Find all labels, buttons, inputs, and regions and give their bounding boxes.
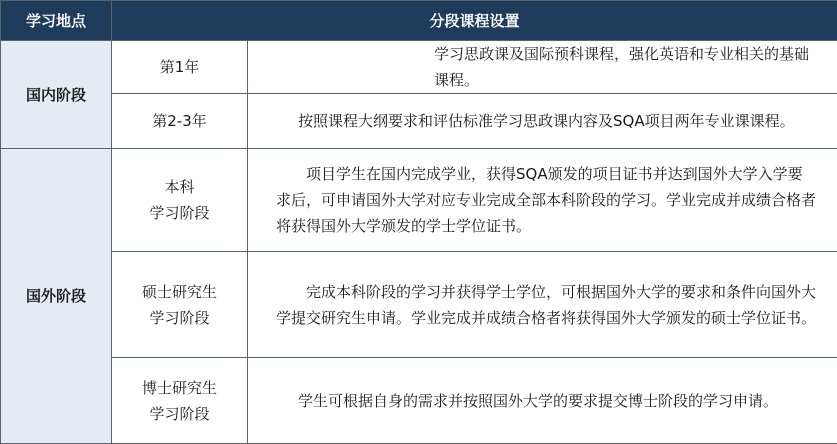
stage-abroad: 国外阶段 [1, 149, 112, 444]
period-line: 学习阶段 [112, 200, 247, 226]
period-line: 学习阶段 [112, 305, 247, 331]
description-text: 完成本科阶段的学习并获得学士学位，可根据国外大学的要求和条件向国外大学提交研究生申请。学业完成并成绩合格者将获得国外大学颁发的硕士学位证书。 [276, 279, 817, 331]
period-line: 本科 [112, 174, 247, 200]
description-cell [248, 252, 837, 358]
header-row [1, 1, 837, 41]
table-row [1, 94, 837, 149]
period-cell: 第2-3年 [112, 94, 248, 149]
table-row [1, 149, 837, 252]
description-cell: 学习思政课及国际预科课程，强化英语和专业相关的基础课程。 [248, 41, 837, 94]
table-row [1, 41, 837, 94]
table-row [1, 358, 837, 444]
period-cell [112, 358, 248, 444]
period-line: 硕士研究生 [112, 279, 247, 305]
description-cell: 按照课程大纲要求和评估标准学习思政课内容及SQA项目两年专业课课程。 [248, 94, 837, 149]
description-cell: 学生可根据自身的需求并按照国外大学的要求提交博士阶段的学习申请。 [248, 358, 837, 444]
description-cell [248, 149, 837, 252]
period-line: 博士研究生 [112, 375, 247, 401]
period-cell [112, 252, 248, 358]
description-text: 项目学生在国内完成学业，获得SQA颁发的项目证书并达到国外大学入学要求后，可申请国外大学对应专业完成全部本科阶段的学习。学业完成并成绩合格者将获得国外大学颁发的学士学位证书。 [276, 161, 817, 239]
period-cell [112, 149, 248, 252]
period-cell: 第1年 [112, 41, 248, 94]
table-row [1, 252, 837, 358]
stage-domestic: 国内阶段 [1, 41, 112, 149]
header-course-setting: 分段课程设置 [112, 1, 837, 41]
header-location: 学习地点 [1, 1, 112, 41]
period-line: 学习阶段 [112, 401, 247, 427]
